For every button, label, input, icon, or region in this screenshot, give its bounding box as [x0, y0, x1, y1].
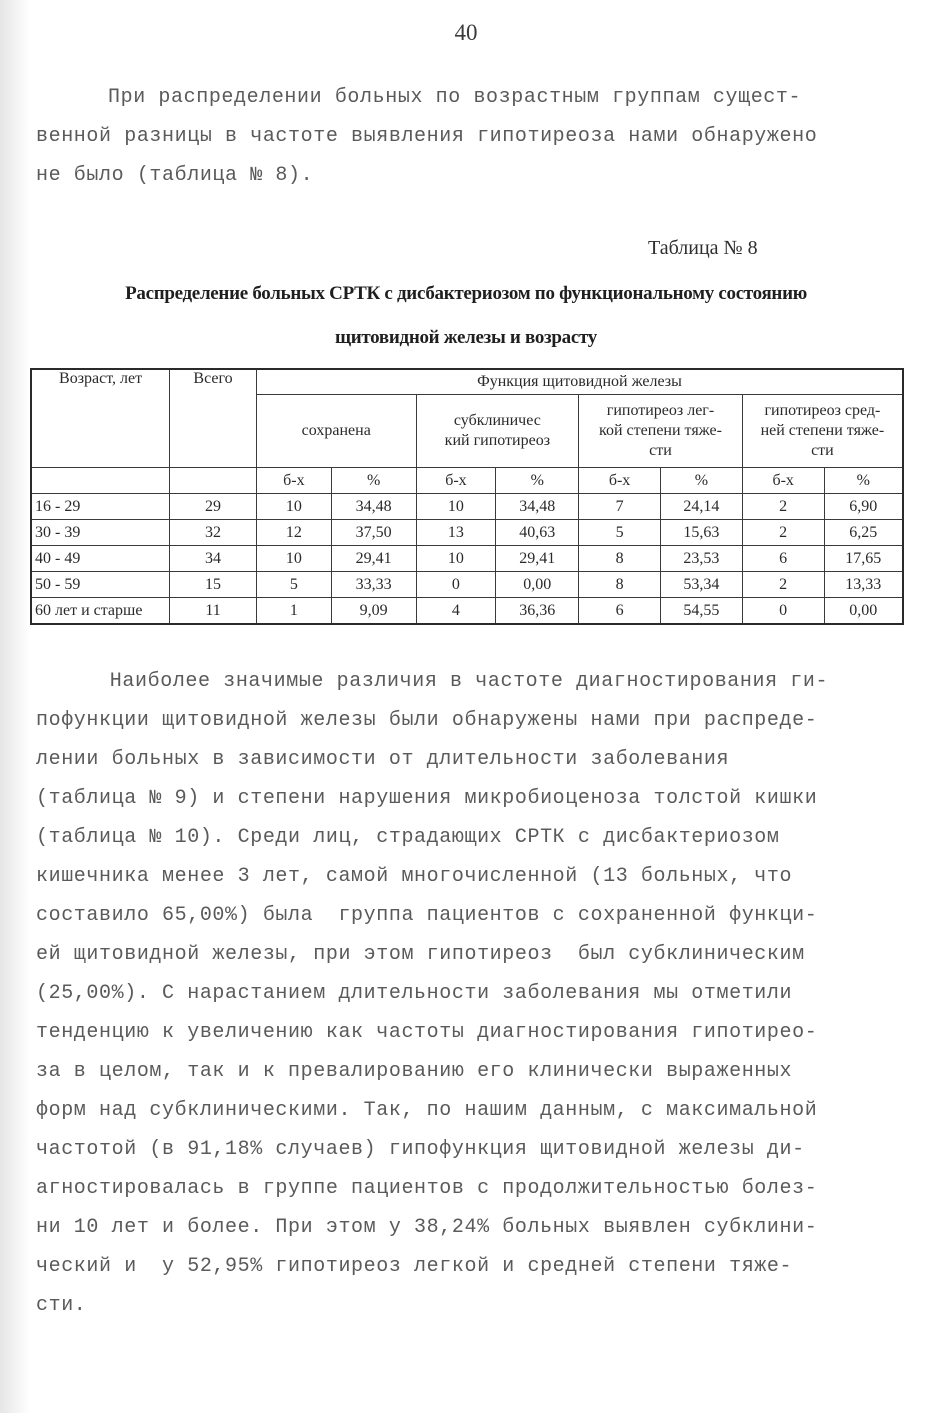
text-line: составило 65,00%) была группа пациентов с сохраненной функци-: [36, 904, 818, 927]
table-row: [31, 546, 903, 572]
column-header-total: Всего: [170, 369, 257, 468]
text-line: за в целом, так и к превалированию его клинически выраженных: [36, 1060, 793, 1083]
cell-value: 23,53: [660, 546, 742, 572]
cell-total: 15: [170, 572, 257, 598]
cell-value: 15,63: [660, 520, 742, 546]
table-caption: Таблица № 8: [648, 237, 758, 259]
cell-value: 4: [416, 598, 496, 625]
group-header-text: сохранена: [301, 422, 371, 439]
cell-age: 16 - 29: [31, 494, 170, 520]
paragraph-age-groups: [36, 78, 896, 195]
cell-value: 0,00: [824, 598, 903, 625]
cell-value: 34,48: [496, 494, 579, 520]
subheader-count: б-х: [742, 468, 824, 494]
text-line: ни 10 лет и более. При этом у 38,24% больных выявлен субклини-: [36, 1216, 818, 1239]
cell-value: 17,65: [824, 546, 903, 572]
subheader-percent: %: [331, 468, 416, 494]
text-line: лении больных в зависимости от длительности заболевания: [36, 748, 730, 771]
cell-value: 40,63: [496, 520, 579, 546]
cell-value: 10: [416, 494, 496, 520]
text-line: (таблица № 9) и степени нарушения микробиоценоза толстой кишки: [36, 787, 818, 810]
cell-value: 2: [742, 494, 824, 520]
group-header-text: субклиничес: [453, 412, 541, 429]
column-header-age: Возраст, лет: [31, 369, 170, 468]
text-line: частотой (в 91,18% случаев) гипофункция щитовидной железы ди-: [36, 1138, 805, 1161]
cell-value: 2: [742, 572, 824, 598]
table-row: [31, 598, 903, 625]
table-title-line: щитовидной железы и возрасту: [335, 327, 597, 348]
scan-edge-shadow: [0, 0, 30, 1413]
cell-value: 12: [256, 520, 331, 546]
cell-value: 5: [256, 572, 331, 598]
subheader-percent: %: [660, 468, 742, 494]
cell-total: 34: [170, 546, 257, 572]
cell-age: 50 - 59: [31, 572, 170, 598]
cell-value: 0: [416, 572, 496, 598]
cell-value: 6,90: [824, 494, 903, 520]
cell-value: 53,34: [660, 572, 742, 598]
table-title-line: Распределение больных СРТК с дисбактериозом по функциональному состоянию: [125, 283, 807, 304]
text-line: ческий и у 52,95% гипотиреоз легкой и средней степени тяже-: [36, 1255, 793, 1278]
text-line: ей щитовидной железы, при этом гипотиреоз был субклиническим: [36, 943, 805, 966]
cell-value: 6,25: [824, 520, 903, 546]
cell-value: 6: [579, 598, 661, 625]
subheader-count: б-х: [416, 468, 496, 494]
cell-value: 1: [256, 598, 331, 625]
cell-value: 36,36: [496, 598, 579, 625]
cell-value: 10: [256, 546, 331, 572]
cell-value: 33,33: [331, 572, 416, 598]
subheader-percent: %: [824, 468, 903, 494]
cell-value: 8: [579, 546, 661, 572]
cell-value: 24,14: [660, 494, 742, 520]
cell-value: 7: [579, 494, 661, 520]
cell-value: 0,00: [496, 572, 579, 598]
text-line: не было (таблица № 8).: [36, 164, 314, 187]
page-number: 40: [454, 20, 478, 45]
cell-value: 54,55: [660, 598, 742, 625]
text-line: кишечника менее 3 лет, самой многочисленной (13 больных, что: [36, 865, 793, 888]
cell-age: 40 - 49: [31, 546, 170, 572]
group-header-text: гипотиреоз сред-: [764, 402, 881, 419]
subheader-percent: %: [496, 468, 579, 494]
text-line: При распределении больных по возрастным группам сущест-: [108, 86, 802, 109]
thyroid-function-table: [30, 368, 904, 625]
cell-value: 0: [742, 598, 824, 625]
cell-value: 29,41: [331, 546, 416, 572]
group-header-moderate: [742, 395, 903, 468]
empty-cell: [170, 468, 257, 494]
group-header-preserved: [256, 395, 416, 468]
table-row: [31, 572, 903, 598]
cell-age: 60 лет и старше: [31, 598, 170, 625]
group-header-mild: [579, 395, 743, 468]
cell-value: 37,50: [331, 520, 416, 546]
group-header-text: ней степени тяже-: [760, 422, 885, 439]
text-line: агностировалась в группе пациентов с продолжительностью болез-: [36, 1177, 818, 1200]
cell-value: 2: [742, 520, 824, 546]
text-line: (25,00%). С нарастанием длительности заболевания мы отметили: [36, 982, 793, 1005]
cell-value: 9,09: [331, 598, 416, 625]
subheader-count: б-х: [256, 468, 331, 494]
text-line: (таблица № 10). Среди лиц, страдающих СРТК с дисбактериозом: [36, 826, 780, 849]
group-header-text: сти: [811, 442, 834, 459]
cell-value: 10: [416, 546, 496, 572]
text-line: форм над субклиническими. Так, по нашим данным, с максимальной: [36, 1099, 818, 1122]
cell-value: 13: [416, 520, 496, 546]
cell-value: 10: [256, 494, 331, 520]
text-line: пофункции щитовидной железы были обнаружены нами при распреде-: [36, 709, 818, 732]
cell-total: 11: [170, 598, 257, 625]
group-header-text: кий гипотиреоз: [444, 432, 551, 449]
group-header-text: сти: [649, 442, 672, 459]
group-header-text: кой степени тяже-: [599, 422, 722, 439]
cell-value: 34,48: [331, 494, 416, 520]
cell-value: 8: [579, 572, 661, 598]
text-line: Наиболее значимые различия в частоте диагностирования ги-: [72, 670, 829, 693]
cell-total: 29: [170, 494, 257, 520]
cell-value: 13,33: [824, 572, 903, 598]
subheader-count: б-х: [579, 468, 661, 494]
cell-total: 32: [170, 520, 257, 546]
table-row: [31, 520, 903, 546]
text-line: венной разницы в частоте выявления гипотиреоза нами обнаружено: [36, 125, 818, 148]
empty-cell: [31, 468, 170, 494]
column-header-function: Функция щитовидной железы: [256, 369, 903, 395]
cell-value: 29,41: [496, 546, 579, 572]
cell-value: 5: [579, 520, 661, 546]
group-header-text: гипотиреоз лег-: [606, 402, 715, 419]
text-line: тенденцию к увеличению как частоты диагностирования гипотирео-: [36, 1021, 818, 1044]
table-row: [31, 494, 903, 520]
group-header-subclinical: [416, 395, 579, 468]
text-line: сти.: [36, 1294, 87, 1317]
cell-age: 30 - 39: [31, 520, 170, 546]
cell-value: 6: [742, 546, 824, 572]
paragraph-duration: [36, 662, 906, 1325]
